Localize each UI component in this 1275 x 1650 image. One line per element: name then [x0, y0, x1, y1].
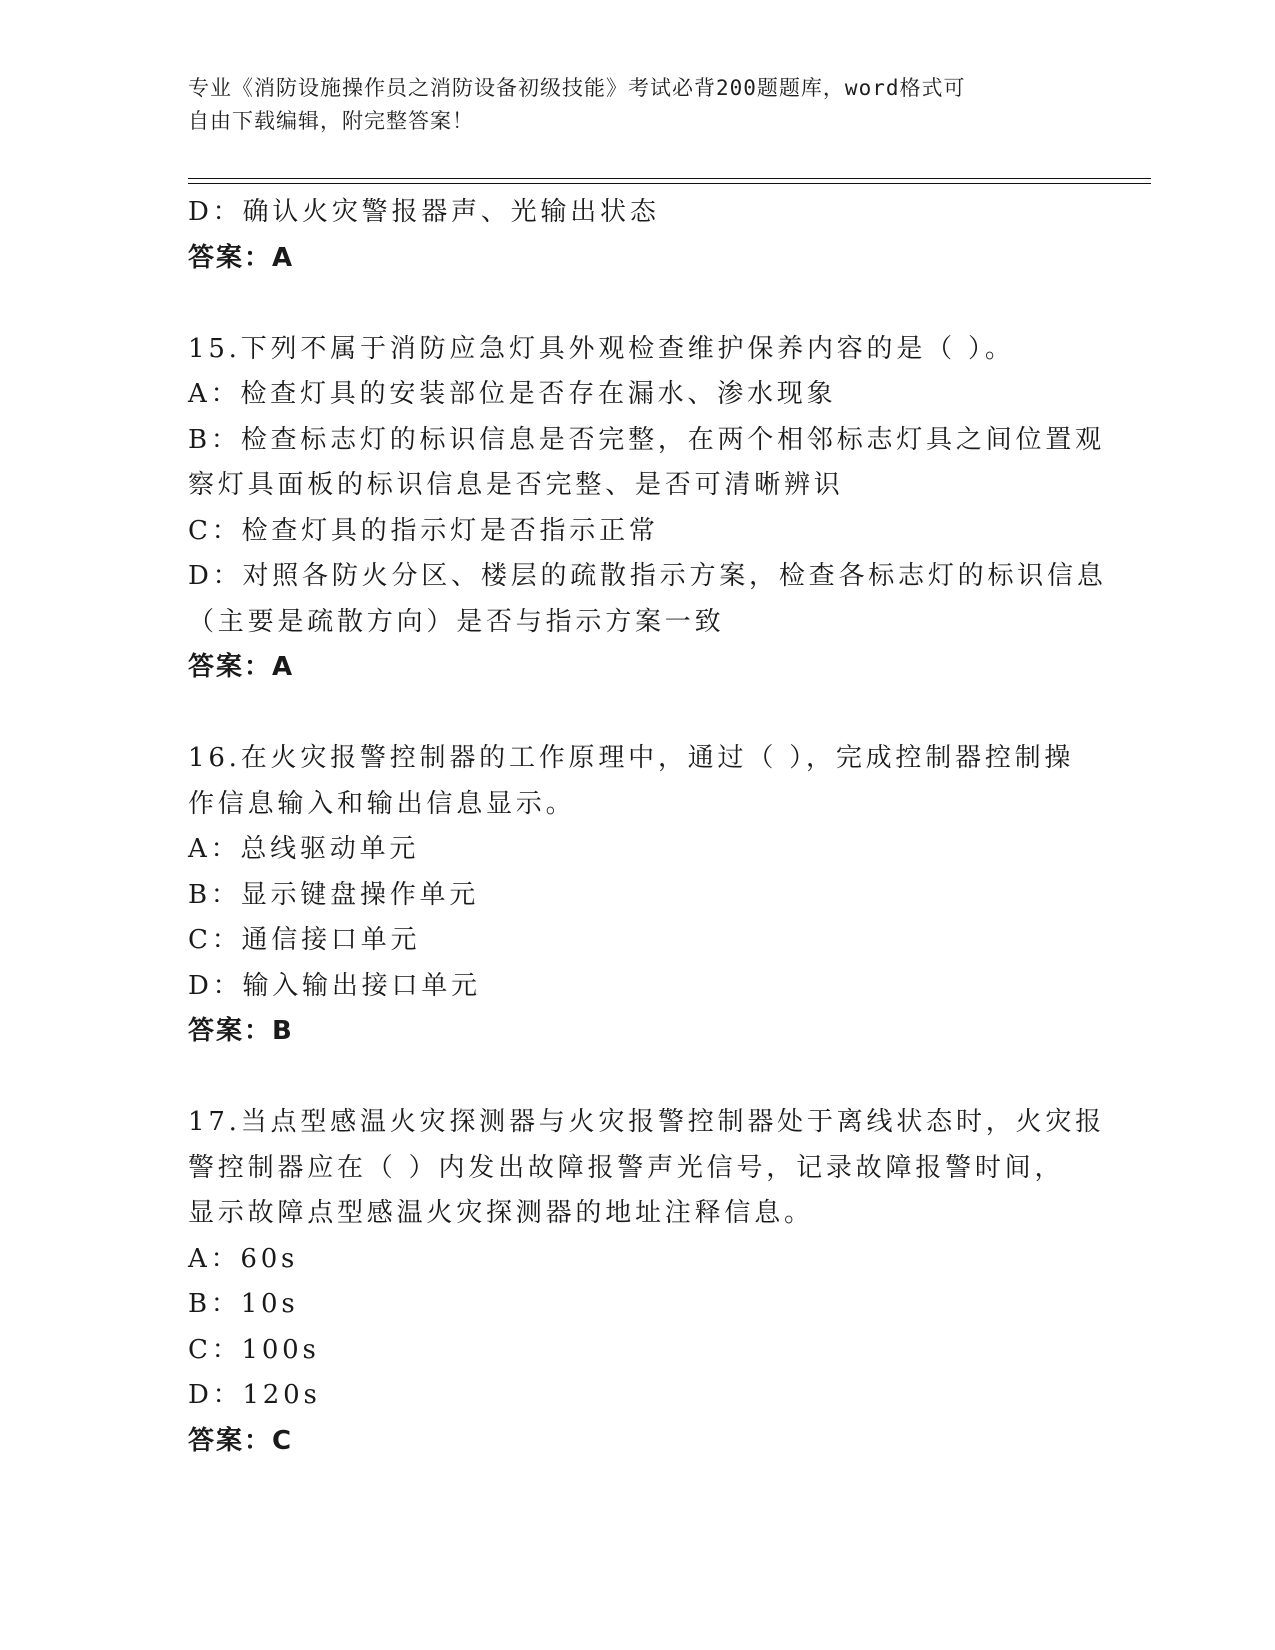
- option-b: B：10s: [188, 1289, 299, 1319]
- option-d: D：对照各防火分区、楼层的疏散指示方案，检查各标志灯的标识信息: [188, 561, 1107, 591]
- questions: [188, 327, 1107, 1465]
- option-b: 察灯具面板的标识信息是否完整、是否可清晰辨识: [188, 470, 844, 500]
- question-stem: 17.当点型感温火灾探测器与火灾报警控制器处于离线状态时，火灾报: [188, 1107, 1105, 1137]
- spacer: [188, 691, 1088, 737]
- question-block: [188, 327, 1107, 737]
- question-stem: 显示故障点型感温火灾探测器的地址注释信息。: [188, 1198, 814, 1228]
- question-stem: 警控制器应在（ ）内发出故障报警声光信号，记录故障报警时间，: [188, 1152, 1065, 1183]
- question-stem: 16.在火灾报警控制器的工作原理中，通过（ ），完成控制器控制操: [188, 743, 1075, 773]
- question-stem: 作信息输入和输出信息显示。: [188, 788, 576, 819]
- header-divider-bottom: [188, 183, 1151, 184]
- option-c: C：检查灯具的指示灯是否指示正常: [188, 515, 659, 546]
- question-block: [188, 1100, 1105, 1464]
- spacer: [188, 1055, 1088, 1101]
- option-b: B：检查标志灯的标识信息是否完整，在两个相邻标志灯具之间位置观: [188, 424, 1105, 455]
- answer: 答案：A: [188, 242, 295, 273]
- page-header: [188, 72, 1068, 138]
- header-title-line-1: 专业《消防设施操作员之消防设备初级技能》考试必背200题题库，word格式可: [188, 76, 966, 100]
- option-a: A：60s: [188, 1243, 299, 1274]
- option-d: D：输入输出接口单元: [188, 970, 481, 1001]
- option-d: D：120s: [188, 1380, 321, 1410]
- option-d: D：确认火灾警报器声、光输出状态: [188, 197, 660, 227]
- option-a: A：总线驱动单元: [188, 834, 420, 864]
- answer: 答案：B: [188, 1016, 294, 1046]
- spacer: [188, 281, 1088, 327]
- header-title-line-2: 自由下载编辑，附完整答案！: [188, 109, 474, 133]
- option-a: A：检查灯具的安装部位是否存在漏水、渗水现象: [188, 379, 837, 409]
- answer: 答案：A: [188, 652, 295, 682]
- header-divider-top: [188, 178, 1151, 179]
- option-c: C：100s: [188, 1334, 320, 1365]
- question-block: [188, 736, 1088, 1100]
- question-stem: 15.下列不属于消防应急灯具外观检查维护保养内容的是（ ）。: [188, 333, 1015, 364]
- option-b: B：显示键盘操作单元: [188, 879, 480, 910]
- question-list: [188, 190, 1107, 1464]
- option-d: （主要是疏散方向）是否与指示方案一致: [188, 606, 725, 637]
- answer: 答案：C: [188, 1425, 294, 1456]
- option-c: C：通信接口单元: [188, 925, 421, 955]
